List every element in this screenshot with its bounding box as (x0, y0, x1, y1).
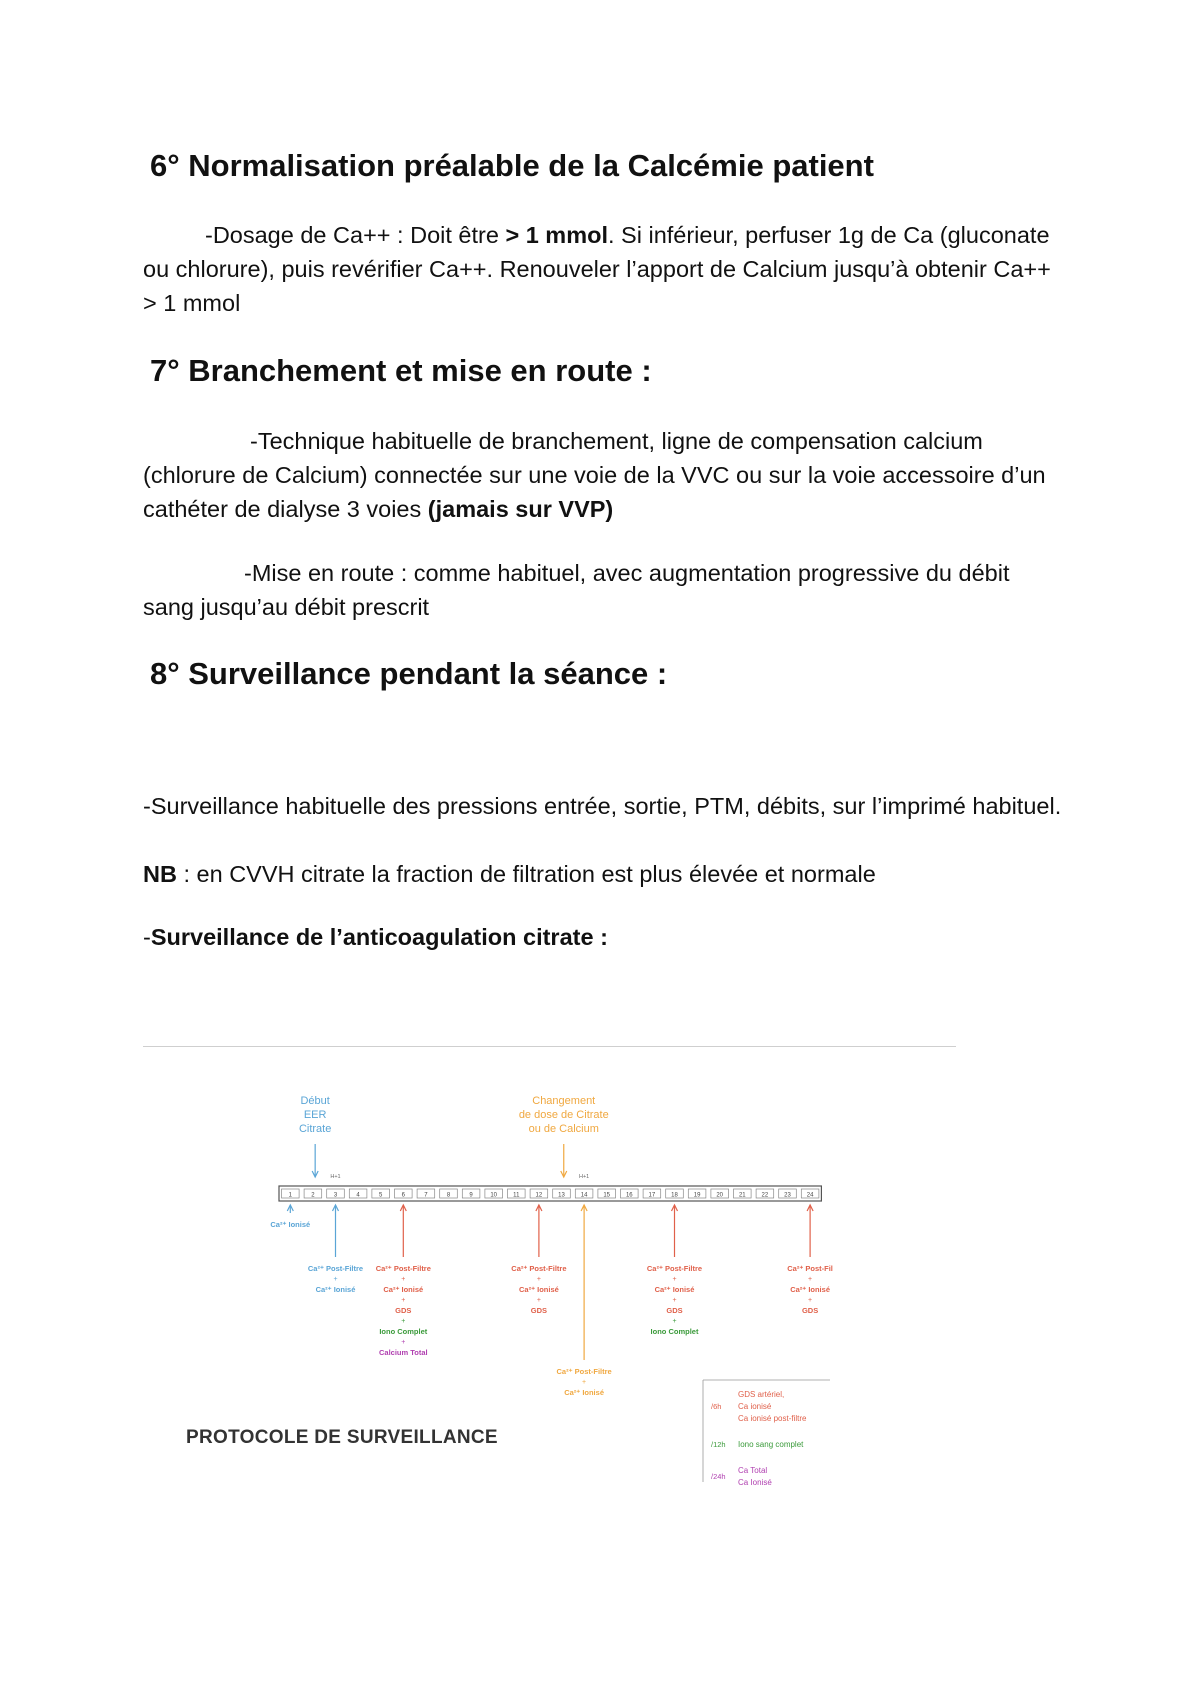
event-label-h18: GDS (666, 1306, 683, 1315)
hour-label-23: 23 (784, 1192, 791, 1199)
hour-label-22: 22 (761, 1192, 769, 1199)
event-label-h12: Ca²⁺ Post-Filtre (511, 1264, 567, 1273)
start-label-line: EER (303, 1109, 327, 1121)
plus-sign: + (808, 1297, 813, 1304)
legend-item: Ca Ionisé (738, 1478, 772, 1487)
event-arrow-h1 (287, 1205, 293, 1213)
dosage-text: -Dosage de Ca++ : Doit être (205, 222, 506, 248)
event-label-h14: Ca²⁺ Ionisé (564, 1388, 605, 1397)
nb-text: : en CVVH citrate la fraction de filtration est plus élevée et normale (176, 861, 876, 887)
hour-label-4: 4 (356, 1192, 360, 1199)
branchement-warning: (jamais sur VVP) (427, 496, 614, 522)
event-label-h12: Ca²⁺ Ionisé (518, 1285, 559, 1294)
dosage-threshold: > 1 mmol (505, 222, 608, 248)
event-label-h18: Iono Complet (650, 1327, 699, 1336)
h-plus-1-label: H+1 (330, 1174, 341, 1180)
event-arrow-h12 (536, 1205, 542, 1257)
plus-sign: + (582, 1379, 587, 1386)
event-arrow-h18 (672, 1205, 678, 1257)
hour-label-19: 19 (693, 1192, 701, 1199)
change-label-line: de dose de Citrate (518, 1109, 609, 1121)
start-label-line: Citrate (298, 1123, 332, 1135)
hour-label-10: 10 (490, 1192, 498, 1199)
event-arrow-h24 (807, 1205, 813, 1257)
hour-label-13: 13 (558, 1192, 565, 1199)
event-label-h6: Iono Complet (379, 1327, 428, 1336)
legend-period: /12h (711, 1440, 726, 1449)
hour-label-11: 11 (513, 1192, 520, 1199)
plus-sign: + (401, 1318, 406, 1325)
event-label-h24: Ca²⁺ Ionisé (790, 1285, 831, 1294)
event-label-h6: Calcium Total (378, 1348, 428, 1357)
event-label-h3: Ca²⁺ Ionisé (315, 1285, 356, 1294)
event-label-h12: GDS (530, 1306, 548, 1315)
plus-sign: + (401, 1297, 406, 1304)
subheading-dash: - (143, 924, 151, 950)
hour-label-6: 6 (401, 1192, 405, 1199)
hour-label-3: 3 (333, 1192, 338, 1199)
legend-period: /6h (711, 1402, 722, 1411)
plus-sign: + (808, 1276, 813, 1283)
event-label-h18: Ca²⁺ Post-Filtre (646, 1264, 703, 1273)
legend-item: Ca ionisé post-filtre (738, 1414, 807, 1423)
change-label-line: Changement (532, 1095, 596, 1107)
event-label-h6: Ca²⁺ Post-Filtre (375, 1264, 431, 1273)
plus-sign: + (536, 1276, 541, 1283)
event-label-h3: Ca²⁺ Post-Filtre (307, 1264, 364, 1273)
event-arrow-h3 (333, 1205, 339, 1257)
section-8-paragraph-1: -Surveillance habituelle des pressions entrée, sortie, PTM, débits, sur l’imprimé habituel. (143, 793, 1062, 819)
section-6-heading: 6° Normalisation préalable de la Calcémie patient (150, 148, 874, 183)
legend-period: /24h (711, 1472, 726, 1481)
plus-sign: + (401, 1276, 406, 1283)
hour-label-21: 21 (738, 1192, 746, 1199)
plus-sign: + (536, 1297, 541, 1304)
figure-title: PROTOCOLE DE SURVEILLANCE (186, 1427, 498, 1448)
legend-item: Ca ionisé (738, 1402, 772, 1411)
nb-label: NB (143, 861, 177, 887)
event-label-h6: GDS (395, 1306, 412, 1315)
branchement-text: -Technique habituelle de branchement, ligne de compensation calcium (chlorure de Calcium) connectée sur une voie de la VVC ou sur la voie accessoire d’un cathéter de dialyse 3 voies (143, 428, 1046, 522)
event-label-h24: Ca²⁺ Post-Fil (787, 1264, 833, 1273)
event-label-h14: Ca²⁺ Post-Filtre (556, 1367, 612, 1376)
hour-label-18: 18 (671, 1192, 678, 1199)
event-arrow-h6 (400, 1205, 406, 1257)
hour-label-15: 15 (603, 1192, 611, 1199)
hour-label-14: 14 (580, 1192, 588, 1199)
event-label-h1: Ca²⁺ Ionisé (270, 1220, 311, 1229)
plus-sign: + (401, 1339, 406, 1346)
change-label-line: ou de Calcium (528, 1123, 599, 1135)
hour-label-20: 20 (716, 1192, 724, 1199)
plus-sign: + (672, 1297, 677, 1304)
event-label-h24: GDS (801, 1306, 819, 1315)
mise-en-route-text: -Mise en route : comme habituel, avec augmentation progressive du débit sang jusqu’au débit prescrit (143, 560, 1010, 620)
hour-label-1: 1 (288, 1192, 292, 1199)
hour-label-2: 2 (311, 1192, 315, 1199)
legend-item: GDS artériel, (738, 1390, 785, 1399)
anticoagulation-subheading: Surveillance de l’anticoagulation citrate : (150, 924, 608, 950)
hour-label-5: 5 (379, 1192, 383, 1199)
hour-label-9: 9 (469, 1192, 473, 1199)
hour-label-12: 12 (535, 1192, 543, 1199)
event-arrow-h14 (581, 1205, 587, 1360)
change-arrow (561, 1144, 567, 1177)
plus-sign: + (672, 1318, 677, 1325)
hour-label-17: 17 (648, 1192, 656, 1199)
hour-label-8: 8 (446, 1192, 451, 1199)
legend-item: Iono sang complet (738, 1440, 804, 1449)
plus-sign: + (672, 1276, 677, 1283)
plus-sign: + (333, 1276, 338, 1283)
start-label-line: Début (300, 1095, 330, 1107)
event-label-h6: Ca²⁺ Ionisé (383, 1285, 424, 1294)
hour-label-16: 16 (625, 1192, 633, 1199)
hour-label-24: 24 (806, 1192, 814, 1199)
legend-item: Ca Total (738, 1466, 768, 1475)
event-label-h18: Ca²⁺ Ionisé (654, 1285, 695, 1294)
dosage-text-end: . Si inférieur, perfuser 1g de Ca (gluconate ou chlorure), puis revérifier Ca++. Renouveler l’apport de Calcium jusqu’à obtenir Ca++ > 1 mmol (143, 222, 1051, 316)
hour-label-7: 7 (424, 1192, 428, 1199)
h-plus-1-label: H+1 (578, 1174, 590, 1180)
section-8-heading: 8° Surveillance pendant la séance : (150, 656, 668, 691)
section-7-heading: 7° Branchement et mise en route : (150, 353, 652, 388)
start-arrow (312, 1144, 318, 1177)
